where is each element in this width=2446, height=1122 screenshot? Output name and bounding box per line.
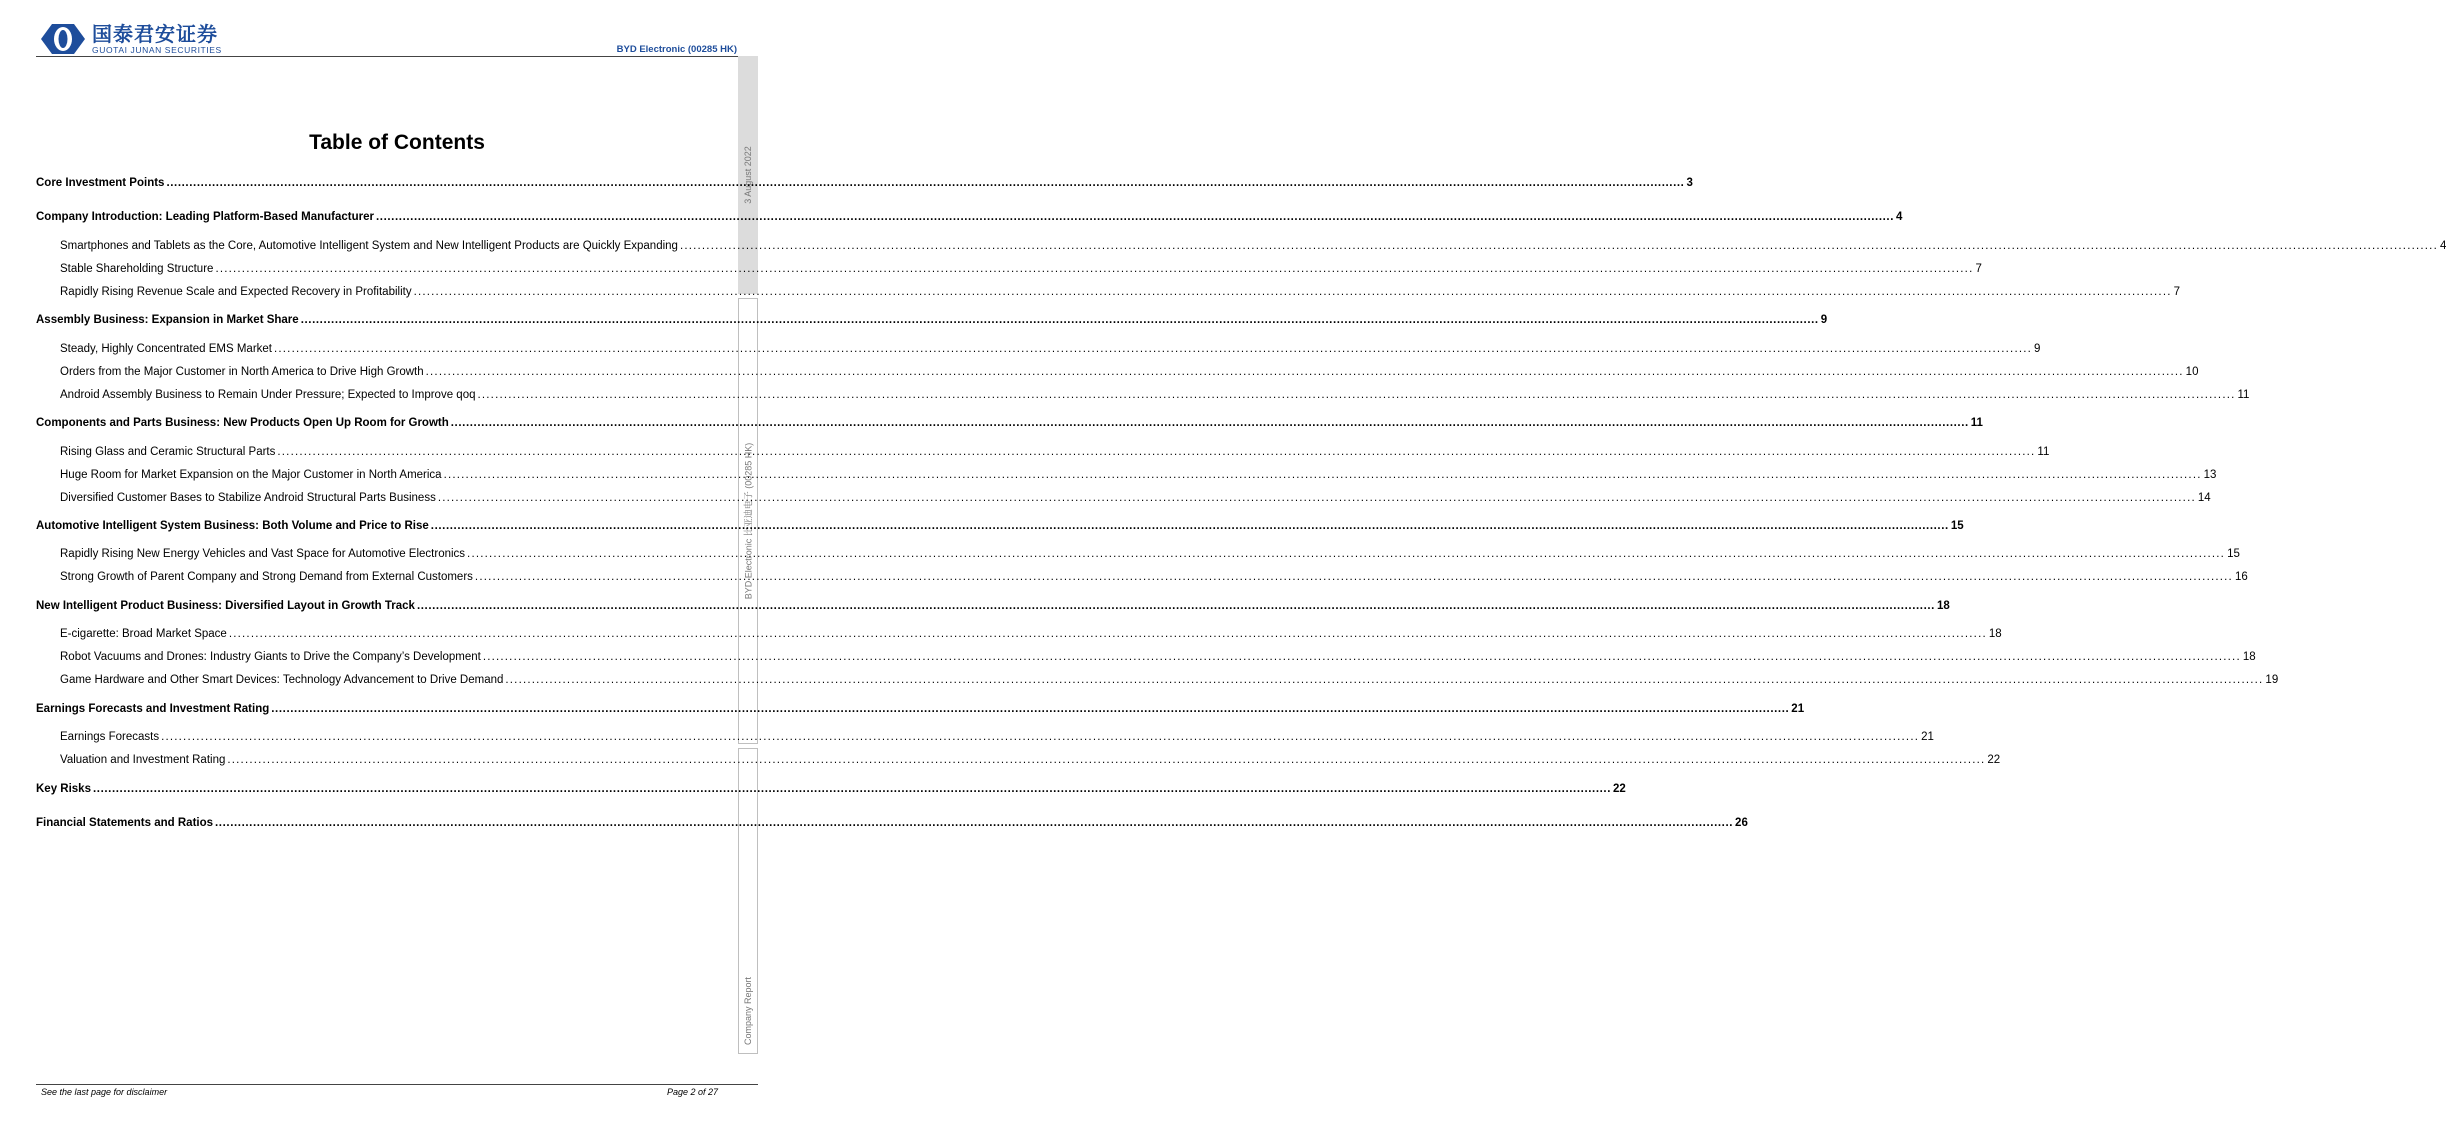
toc-dot-leader: ................................................................................................................................................................................................................................................................................................................................................................................................................ — [166, 177, 1685, 189]
toc-section-entry[interactable] — [36, 211, 1903, 223]
toc-subsection-entry[interactable] — [60, 571, 2248, 583]
toc-page-number: 16 — [2234, 571, 2248, 583]
toc-page-number: 21 — [1791, 703, 1805, 715]
toc-title: Table of Contents — [309, 131, 485, 154]
toc-page-number: 21 — [1921, 731, 1934, 743]
guotai-junan-logo-icon — [40, 22, 86, 56]
report-header-title: BYD Electronic (00285 HK) — [616, 44, 737, 55]
toc-dot-leader: ................................................................................................................................................................................................................................................................................................................................................................................................................ — [271, 703, 1790, 715]
toc-dot-leader: ................................................................................................................................................................................................................................................................................................................................................................................................................ — [228, 628, 1987, 640]
toc-entry-text: New Intelligent Product Business: Diversified Layout in Growth Track — [36, 600, 415, 612]
toc-page-number: 11 — [2037, 446, 2050, 458]
toc-section-entry[interactable] — [36, 783, 1626, 795]
toc-dot-leader: ................................................................................................................................................................................................................................................................................................................................................................................................................ — [437, 492, 2196, 504]
toc-subsection-entry[interactable] — [60, 366, 2199, 378]
toc-dot-leader: ................................................................................................................................................................................................................................................................................................................................................................................................................ — [92, 783, 1612, 795]
toc-page-number: 10 — [2185, 366, 2199, 378]
logo-english-name: GUOTAI JUNAN SECURITIES — [92, 45, 222, 55]
toc-dot-leader: ................................................................................................................................................................................................................................................................................................................................................................................................................ — [161, 731, 1920, 743]
toc-entry-text: Rapidly Rising New Energy Vehicles and Vast Space for Automotive Electronics — [60, 548, 466, 560]
toc-subsection-entry[interactable] — [60, 343, 2041, 355]
toc-entry-text: Strong Growth of Parent Company and Strong Demand from External Customers — [60, 571, 473, 583]
toc-entry-text: Smartphones and Tablets as the Core, Automotive Intelligent System and New Intelligent Products are Quickly Expanding — [60, 240, 678, 252]
toc-entry-text: Rapidly Rising Revenue Scale and Expected Recovery in Profitability — [60, 286, 412, 298]
toc-dot-leader: ................................................................................................................................................................................................................................................................................................................................................................................................................ — [425, 366, 2184, 378]
toc-dot-leader: ................................................................................................................................................................................................................................................................................................................................................................................................................ — [274, 343, 2033, 355]
toc-page-number: 13 — [2203, 469, 2217, 481]
toc-page-number: 19 — [2265, 674, 2279, 686]
toc-page-number: 18 — [2242, 651, 2256, 663]
toc-entry-text: Orders from the Major Customer in North America to Drive High Growth — [60, 366, 424, 378]
toc-dot-leader: ................................................................................................................................................................................................................................................................................................................................................................................................................ — [505, 674, 2264, 686]
toc-subsection-entry[interactable] — [60, 240, 2446, 252]
toc-entry-text: Diversified Customer Bases to Stabilize Android Structural Parts Business — [60, 492, 436, 504]
toc-section-entry[interactable] — [36, 314, 1828, 326]
toc-section-entry[interactable] — [36, 417, 1983, 429]
toc-page-number: 18 — [1936, 600, 1950, 612]
company-logo — [40, 22, 222, 56]
toc-entry-text: Key Risks — [36, 783, 91, 795]
toc-entry-text: Components and Parts Business: New Products Open Up Room for Growth — [36, 417, 449, 429]
toc-dot-leader: ................................................................................................................................................................................................................................................................................................................................................................................................................ — [679, 240, 2438, 252]
toc-section-entry[interactable] — [36, 520, 1964, 532]
toc-subsection-entry[interactable] — [60, 548, 2240, 560]
toc-subsection-entry[interactable] — [60, 263, 1982, 275]
header-divider — [36, 56, 758, 57]
toc-page-number: 15 — [1950, 520, 1964, 532]
toc-entry-text: Earnings Forecasts — [60, 731, 160, 743]
toc-page-number: 22 — [1613, 783, 1626, 795]
toc-entry-text: Valuation and Investment Rating — [60, 754, 226, 766]
toc-page-number: 7 — [1975, 263, 1982, 275]
toc-dot-leader: ................................................................................................................................................................................................................................................................................................................................................................................................................ — [467, 548, 2226, 560]
toc-page-number: 11 — [1970, 417, 1983, 429]
toc-page-number: 4 — [2439, 240, 2446, 252]
toc-page-number: 26 — [1735, 817, 1748, 829]
toc-dot-leader: ................................................................................................................................................................................................................................................................................................................................................................................................................ — [215, 263, 1974, 275]
toc-page-number: 4 — [1896, 211, 1903, 223]
toc-entry-text: Stable Shareholding Structure — [60, 263, 214, 275]
toc-entry-text: Company Introduction: Leading Platform-Based Manufacturer — [36, 211, 374, 223]
toc-page-number: 3 — [1686, 177, 1693, 189]
toc-page-number: 22 — [1987, 754, 2001, 766]
toc-subsection-entry[interactable] — [60, 754, 2001, 766]
toc-dot-leader: ................................................................................................................................................................................................................................................................................................................................................................................................................ — [482, 651, 2241, 663]
toc-entry-text: Financial Statements and Ratios — [36, 817, 214, 829]
toc-page-number: 7 — [2173, 286, 2181, 298]
toc-section-entry[interactable] — [36, 817, 1748, 829]
toc-page-number: 14 — [2197, 492, 2211, 504]
toc-page-number: 9 — [2034, 343, 2041, 355]
toc-dot-leader: ................................................................................................................................................................................................................................................................................................................................................................................................................ — [443, 469, 2202, 481]
toc-dot-leader: ................................................................................................................................................................................................................................................................................................................................................................................................................ — [300, 314, 1819, 326]
toc-entry-text: Huge Room for Market Expansion on the Major Customer in North America — [60, 469, 442, 481]
toc-subsection-entry[interactable] — [60, 469, 2217, 481]
sidebar-company: BYD Electronic 比亚迪电子 (00285 HK) — [743, 442, 754, 600]
toc-page-number: 11 — [2237, 389, 2250, 401]
toc-entry-text: Rising Glass and Ceramic Structural Parts — [60, 446, 276, 458]
toc-subsection-entry[interactable] — [60, 389, 2250, 401]
toc-section-entry[interactable] — [36, 177, 1693, 189]
footer-divider — [36, 1084, 758, 1085]
toc-entry-text: E-cigarette: Broad Market Space — [60, 628, 227, 640]
toc-page-number: 15 — [2227, 548, 2240, 560]
toc-subsection-entry[interactable] — [60, 731, 1934, 743]
toc-section-entry[interactable] — [36, 600, 1950, 612]
toc-entry-text: Robot Vacuums and Drones: Industry Giants to Drive the Company’s Development — [60, 651, 481, 663]
logo-chinese-name: 国泰君安证券 — [92, 22, 218, 46]
toc-entry-text: Automotive Intelligent System Business: Both Volume and Price to Rise — [36, 520, 429, 532]
toc-dot-leader: ................................................................................................................................................................................................................................................................................................................................................................................................................ — [450, 417, 1969, 429]
toc-subsection-entry[interactable] — [60, 286, 2181, 298]
toc-page-number: 18 — [1988, 628, 2002, 640]
toc-entry-text: Assembly Business: Expansion in Market Share — [36, 314, 299, 326]
toc-dot-leader: ................................................................................................................................................................................................................................................................................................................................................................................................................ — [413, 286, 2172, 298]
toc-entry-text: Steady, Highly Concentrated EMS Market — [60, 343, 272, 355]
toc-entry-text: Game Hardware and Other Smart Devices: Technology Advancement to Drive Demand — [60, 674, 504, 686]
toc-subsection-entry[interactable] — [60, 446, 2050, 458]
toc-subsection-entry[interactable] — [60, 674, 2279, 686]
toc-section-entry[interactable] — [36, 703, 1805, 715]
toc-dot-leader: ................................................................................................................................................................................................................................................................................................................................................................................................................ — [430, 520, 1949, 532]
toc-subsection-entry[interactable] — [60, 492, 2211, 504]
toc-dot-leader: ................................................................................................................................................................................................................................................................................................................................................................................................................ — [416, 600, 1935, 612]
toc-entry-text: Android Assembly Business to Remain Under Pressure; Expected to Improve qoq — [60, 389, 476, 401]
toc-subsection-entry[interactable] — [60, 628, 2002, 640]
footer-page-number: Page 2 of 27 — [666, 1087, 718, 1097]
footer-disclaimer: See the last page for disclaimer — [41, 1087, 168, 1097]
toc-entry-text: Core Investment Points — [36, 177, 165, 189]
sidebar-report-type: Company Report — [743, 977, 753, 1046]
toc-page-number: 9 — [1820, 314, 1828, 326]
toc-entry-text: Earnings Forecasts and Investment Rating — [36, 703, 270, 715]
toc-dot-leader: ................................................................................................................................................................................................................................................................................................................................................................................................................ — [477, 389, 2236, 401]
toc-dot-leader: ................................................................................................................................................................................................................................................................................................................................................................................................................ — [227, 754, 1986, 766]
toc-dot-leader: ................................................................................................................................................................................................................................................................................................................................................................................................................ — [474, 571, 2233, 583]
sidebar-date: 3 August 2022 — [743, 146, 753, 204]
toc-dot-leader: ................................................................................................................................................................................................................................................................................................................................................................................................................ — [277, 446, 2036, 458]
toc-dot-leader: ................................................................................................................................................................................................................................................................................................................................................................................................................ — [215, 817, 1734, 829]
toc-subsection-entry[interactable] — [60, 651, 2256, 663]
toc-dot-leader: ................................................................................................................................................................................................................................................................................................................................................................................................................ — [376, 211, 1895, 223]
